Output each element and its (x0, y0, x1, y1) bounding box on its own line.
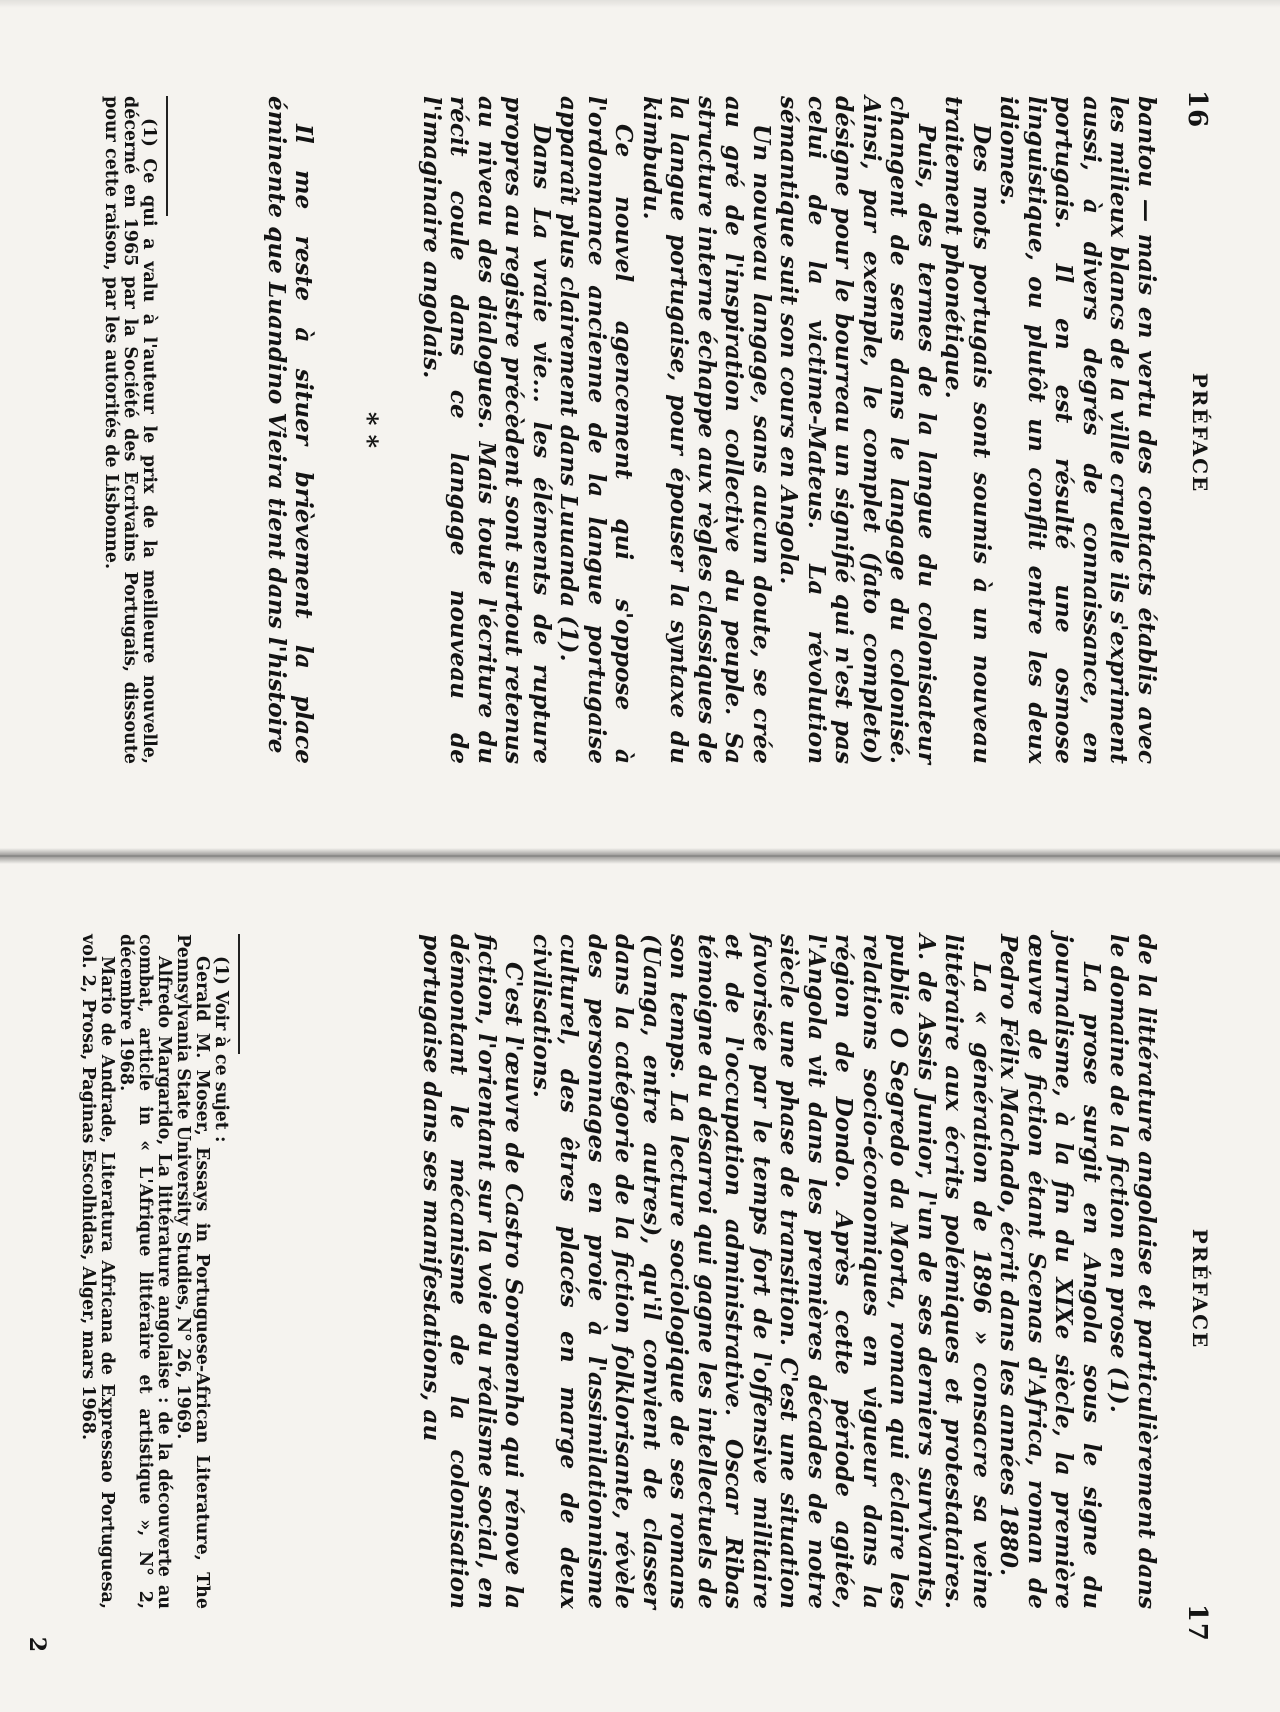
footnote-text: Mario de Andrade, Literatura Africana de Expressao Portuguesa, vol. 2, Prosa, Paginas Escolhidas, Alger, mars 1968. (78, 934, 117, 1609)
signature-mark: 2 (24, 1636, 50, 1652)
page-number-left: 16 (1182, 90, 1212, 129)
body-text-right (418, 934, 1161, 1609)
body-text-left (263, 96, 1161, 764)
footnote-text: Alfredo Margarido, La littérature angolaise : de la découverte au combat, article in « L'Afrique littéraire et artistique », N° 2, décembre 1968. (116, 934, 174, 1609)
footnote-text: (1) Voir à ce sujet : (211, 956, 231, 1143)
footnote-rule-left (166, 96, 168, 216)
paragraph: Un nouveau langage, sans aucun doute, se crée au gré de l'inspiration collective du peuple. Sa structure interne échappe aux règles classiques de la langue portugaise, pour épouser la syntaxe du kimbudu. (638, 96, 775, 764)
running-title-left: PRÉFACE (1188, 372, 1212, 494)
footnotes-right (78, 934, 230, 1609)
paragraph: Dans La vraie vie... les éléments de rupture propres au registre précèdent sont surtout retenus au niveau des dialogues. Mais toute l'écriture du récit coule dans ce langage nouveau de l'imaginaire angolais. (418, 96, 555, 764)
paragraph: de la littérature angolaise et particulièrement dans le domaine de la fiction en prose (1). (1105, 934, 1160, 1609)
paragraph: C'est l'œuvre de Castro Soromenho qui rénove la fiction, l'orientant sur la voie du réalisme social, en démontant le mécanisme de la colonisation portugaise dans ses manifestations, au (418, 934, 528, 1609)
paragraph-closing: Il me reste à situer brièvement la place éminente que Luandino Vieira tient dans l'histoire (263, 96, 318, 764)
page-17 (0, 856, 1280, 1712)
paragraph: Des mots portugais sont soumis à un nouveau traitement phonétique. (940, 96, 995, 764)
asterism: * * (352, 411, 383, 449)
footnote-rule-right (238, 934, 240, 1054)
page-number-right: 17 (1182, 1603, 1212, 1642)
footnote-left (101, 96, 158, 764)
running-title-right: PRÉFACE (1188, 1228, 1212, 1350)
running-head-left (1182, 80, 1212, 786)
paragraph: La « génération de 1896 » consacre sa veine littéraire aux écrits polémiques et protestataires. A. de Assis Junior, l'un de ses derniers survivants, publie O Segredo da Morta, roman qui éclaire les relations socio-économiques en vigueur dans la région de Dondo. Après cette période agitée, l'Angola vit dans les premières décades de notre siècle une phase de transition. C'est une situation favorisée par le temps fort de l'offensive militaire et de l'occupation administrative. Oscar Ribas témoigne du désarroi qui gagne les intellectuels de son temps. La lecture sociologique de ses romans (Uanga, entre autres), qu'il convient de classer dans la catégorie de la fiction folklorisante, révèle des personnages en proie à l'assimilationnisme culturel, des êtres placés en marge de deux civilisations. (528, 934, 995, 1609)
paragraph: La prose surgit en Angola sous le signe du journalisme, à la fin du XIXe siècle, la première œuvre de fiction étant Scenas d'Africa, roman de Pedro Félix Machado, écrit dans les années 1880. (995, 934, 1105, 1609)
paragraph: Ce nouvel agencement qui s'oppose à l'ordonnance ancienne de la langue portugaise apparaît plus clairement dans Luuanda (1). (555, 96, 638, 764)
running-head-right (1182, 936, 1212, 1642)
paragraph: Puis, des termes de la langue du colonisateur changent de sens dans le langage du colonisé. Ainsi, par exemple, le complet (fato completo) désigne pour le bourreau un signifié qui n'est pas celui de la victime-Mateus. La révolution sémantique suit son cours en Angola. (775, 96, 940, 764)
paragraph: bantou — mais en vertu des contacts établis avec les milieux blancs de la ville cruelle ils s'expriment aussi, à divers degrés de connaissance, en portugais. Il en est résulté une osmose linguistique, ou plutôt un conflit entre les deux idiomes. (995, 96, 1160, 764)
footnote-text: (1) Ce qui a valu à l'auteur le prix de la meilleure nouvelle, décerné en 1965 par la Société des Ecrivains Portugais, dissoute pour cette raison, par les autorités de Lisbonne. (101, 96, 159, 764)
footnote-text: Gerald M. Moser, Essays in Portuguese-African Literature, The Pennsylvania State University Studies, N° 26, 1969. (173, 934, 212, 1609)
